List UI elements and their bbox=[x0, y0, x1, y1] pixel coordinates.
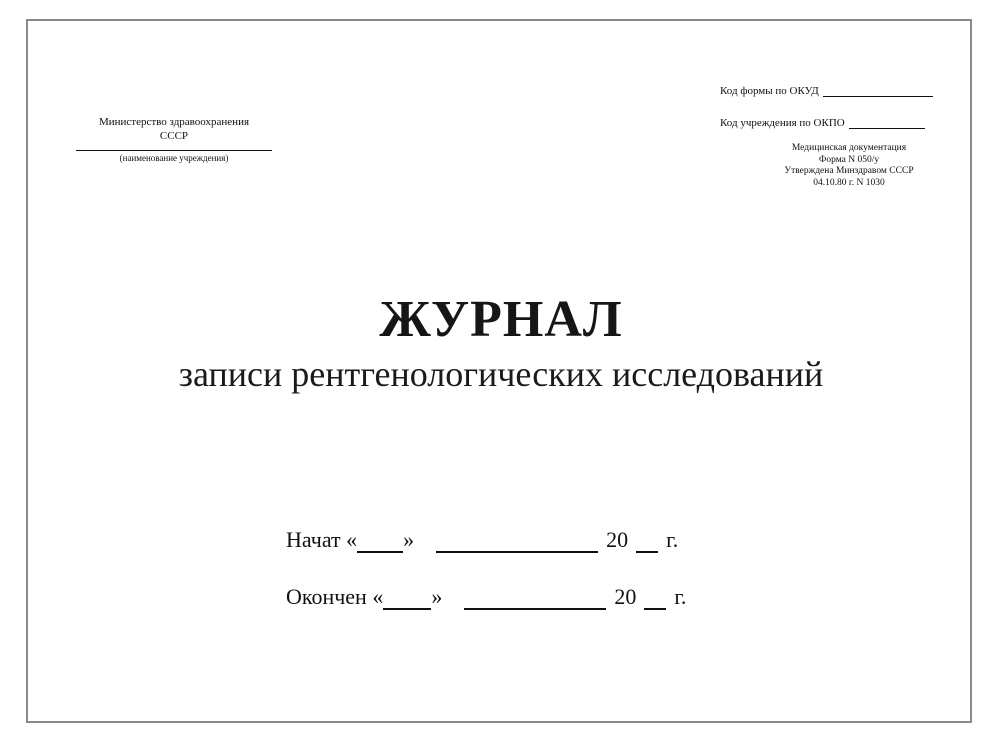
journal-subtitle: записи рентгенологических исследований bbox=[178, 354, 824, 394]
start-year-suffix: г. bbox=[666, 527, 679, 552]
start-date-row bbox=[286, 527, 678, 553]
okpo-row bbox=[720, 113, 960, 129]
okpo-field-line bbox=[849, 116, 925, 129]
end-year-suffix: г. bbox=[674, 584, 687, 609]
start-label: Начат « bbox=[286, 527, 358, 552]
end-month-blank bbox=[464, 588, 606, 610]
end-day-blank bbox=[383, 588, 431, 610]
okud-row bbox=[720, 81, 960, 97]
approval-line4: 04.10.80 г. N 1030 bbox=[813, 177, 885, 188]
okud-label: Код формы по ОКУД bbox=[720, 85, 819, 97]
ministry-block bbox=[76, 115, 272, 164]
approval-line1: Медицинская документация bbox=[791, 143, 907, 153]
end-year-prefix: 20 bbox=[614, 584, 637, 609]
ministry-name-line2: СССР bbox=[159, 130, 189, 142]
approval-block bbox=[740, 143, 958, 189]
institution-caption: (наименование учреждения) bbox=[119, 153, 229, 163]
approval-line3: Утверждена Минздравом СССР bbox=[784, 166, 914, 176]
okpo-label: Код учреждения по ОКПО bbox=[720, 117, 845, 129]
journal-title: ЖУРНАЛ bbox=[379, 291, 623, 348]
institution-name-line bbox=[76, 150, 272, 151]
start-day-blank bbox=[357, 531, 403, 553]
form-codes-block bbox=[720, 81, 960, 145]
start-quote-close: » bbox=[403, 527, 415, 552]
end-label: Окончен « bbox=[286, 584, 384, 609]
start-month-blank bbox=[436, 531, 598, 553]
ministry-name-line1: Министерство здравоохранения bbox=[98, 116, 250, 128]
end-date-row bbox=[286, 584, 686, 610]
approval-line2: Форма N 050/у bbox=[818, 154, 880, 165]
end-quote-close: » bbox=[431, 584, 443, 609]
end-year-blank bbox=[644, 588, 666, 610]
journal-cover-sheet bbox=[26, 19, 972, 723]
okud-field-line bbox=[823, 84, 933, 97]
start-year-prefix: 20 bbox=[606, 527, 629, 552]
start-year-blank bbox=[636, 531, 658, 553]
